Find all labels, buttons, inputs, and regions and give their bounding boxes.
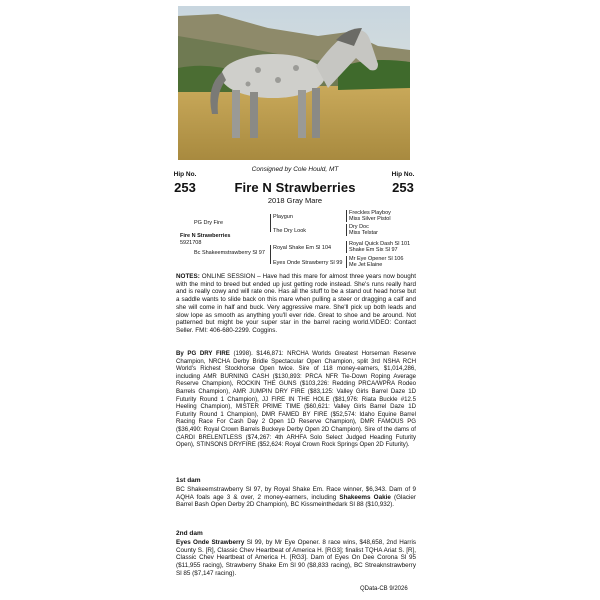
second-dam-paragraph	[176, 539, 416, 578]
footer-code: QData-CB 9/2026	[360, 586, 408, 592]
horse-photo-illustration	[178, 6, 410, 160]
pedigree-bracket	[346, 241, 347, 253]
pedigree-sire-dam: The Dry Look	[273, 228, 307, 234]
sire-text: (1998). $146,871: NRCHA Worlds Greatest Horseman Reserve Champion, NRCHA Derby Bridle Spectacular Open Champion, split 3rd NSHA RCH World's Richest Stockhorse Open twice. Sire of 118 money-earners, $1,014,286, including AMR BURNING CASH ($130,893: PRCA NFR Tie-Down Roping Average Reserve Champion), ROCKIN THE GUNS ($103,226: Redding PRCA/WPRA Rodeo Barrels Champion), AMR JUMPIN DRY FIRE ($83,125: Valley Girls Barrel Daze 1D Futurity Round 1 Champion), JJ FIRE IN THE HOLE ($81,976: Riata Buckle #12.5 Heeling Champion), MISTER PRIME TIME ($60,621: Valley Girls Barrel Daze 1D Futurity Round 1 Champion), DMR FAMED BY FIRE ($52,574: Idaho Equine Barrel Racing Race For Cash Day 2 Open 1D Reserve Champion), DMR FAMOUS PG ($36,490: Royal Crown Barrels Buckeye Derby Open 2D Champion). Sire of the dams of CARDI BRELENTLESS ($74,267: 4th ARHFA Solo Select Judged Heading Futurity Open), STINSONS DRYFIRE ($52,624: Royal Crown Rock Springs Open 2D Futurity).	[176, 350, 416, 449]
hip-label-left: Hip No.	[173, 171, 197, 178]
sire-lead: By PG DRY FIRE	[176, 350, 230, 357]
horse-name: Fire N Strawberries	[234, 180, 356, 195]
pedigree-sss: Freckles Playboy	[349, 210, 391, 216]
pedigree-dam-dam: Eyes Onde Strawberry Sl 99	[273, 260, 343, 266]
first-dam-text-a: BC Shakeemstrawberry Sl 97, by Royal Shake Em. Race winner, $6,343. Dam of 9 AQHA foals age 3 & over, 2 money-earners, including	[176, 486, 416, 501]
second-dam-highlight: Eyes Onde Strawberry	[176, 539, 245, 546]
sire-paragraph	[176, 350, 416, 449]
pedigree-ddd: Me Jet Elaine	[349, 262, 383, 268]
first-dam-title: 1st dam	[176, 477, 201, 484]
notes-label: NOTES:	[176, 273, 200, 280]
pedigree-bracket	[346, 210, 347, 222]
pedigree-sire-sire: Playgun	[273, 214, 293, 220]
pedigree-dss: Royal Quick Dash Sl 101	[349, 241, 411, 247]
pedigree-dds: Mr Eye Opener Sl 106	[349, 256, 404, 262]
first-dam-paragraph	[176, 486, 416, 509]
second-dam-text: Sl 99, by Mr Eye Opener. 8 race wins, $48,658, 2nd Harris County S. [R], Classic Chev Heartbeat of America H. [RG3]; finalist TQHA Ariat S. [R], Classic Chev Heartbeat of America H. [RG3]. Dam of Eyes On Dee Corona Sl 95 ($11,955 racing), Strawberry Shake Em Sl 90 ($8,833 racing), BC Streaknstrawberry Sl 85 ($7,147 racing).	[176, 539, 417, 577]
catalog-page	[170, 0, 430, 600]
notes-paragraph	[176, 273, 416, 335]
second-dam-title: 2nd dam	[176, 530, 203, 537]
pedigree-dam-sire: Royal Shake Em Sl 104	[273, 245, 332, 251]
first-dam-text-b: (Glacier Barrel Bash Open Derby 2D Champion), BC Kissmeinthedark Sl 88 ($10,932).	[176, 493, 417, 509]
hip-number-left: 253	[174, 180, 196, 195]
pedigree-ssd: Miss Silver Pistol	[349, 216, 391, 222]
pedigree-subject-reg: 5921708	[180, 240, 202, 246]
pedigree-sire: PG Dry Fire	[194, 220, 224, 226]
pedigree-bracket	[346, 224, 347, 236]
hip-number-right: 253	[392, 180, 414, 195]
hip-label-right: Hip No.	[391, 171, 415, 178]
first-dam-highlight: Shakeems Oakie	[339, 493, 391, 501]
pedigree-sds: Dry Doc	[349, 224, 369, 230]
horse-description: 2018 Gray Mare	[267, 196, 323, 205]
pedigree-dsd: Shake Em Six Sl 97	[349, 247, 398, 253]
horse-photo	[178, 6, 410, 160]
pedigree-sdd: Miss Telstar	[349, 230, 378, 236]
notes-text: ONLINE SESSION – Have had this mare for almost three years now bought with the mind to breed but ended up just getting rode instead. She's runs really hard and is really cowy and will rate one. Has all the stuff to be a stand out head horse but a saddle wants to slide back on this mare when pulling a steer or dragging a calf and she will come in half and buck. Very aggressive mare. She'll pick up both leads and slow lope as smooth as anything you'll ever ride. Great to shoe and be around. Not patterned but might be your super star in the barrel racing world.VIDEO: Contact Seller. FMI: 406-680-2299. Coggins.	[176, 273, 417, 334]
pedigree-bracket	[270, 245, 271, 264]
pedigree-bracket	[346, 256, 347, 268]
pedigree-bracket	[270, 214, 271, 232]
consignor-line: Consigned by Cole Hould, MT	[251, 166, 339, 173]
pedigree-dam: Bc Shakeemstrawberry Sl 97	[194, 250, 265, 256]
pedigree-subject: Fire N Strawberries	[180, 233, 231, 239]
